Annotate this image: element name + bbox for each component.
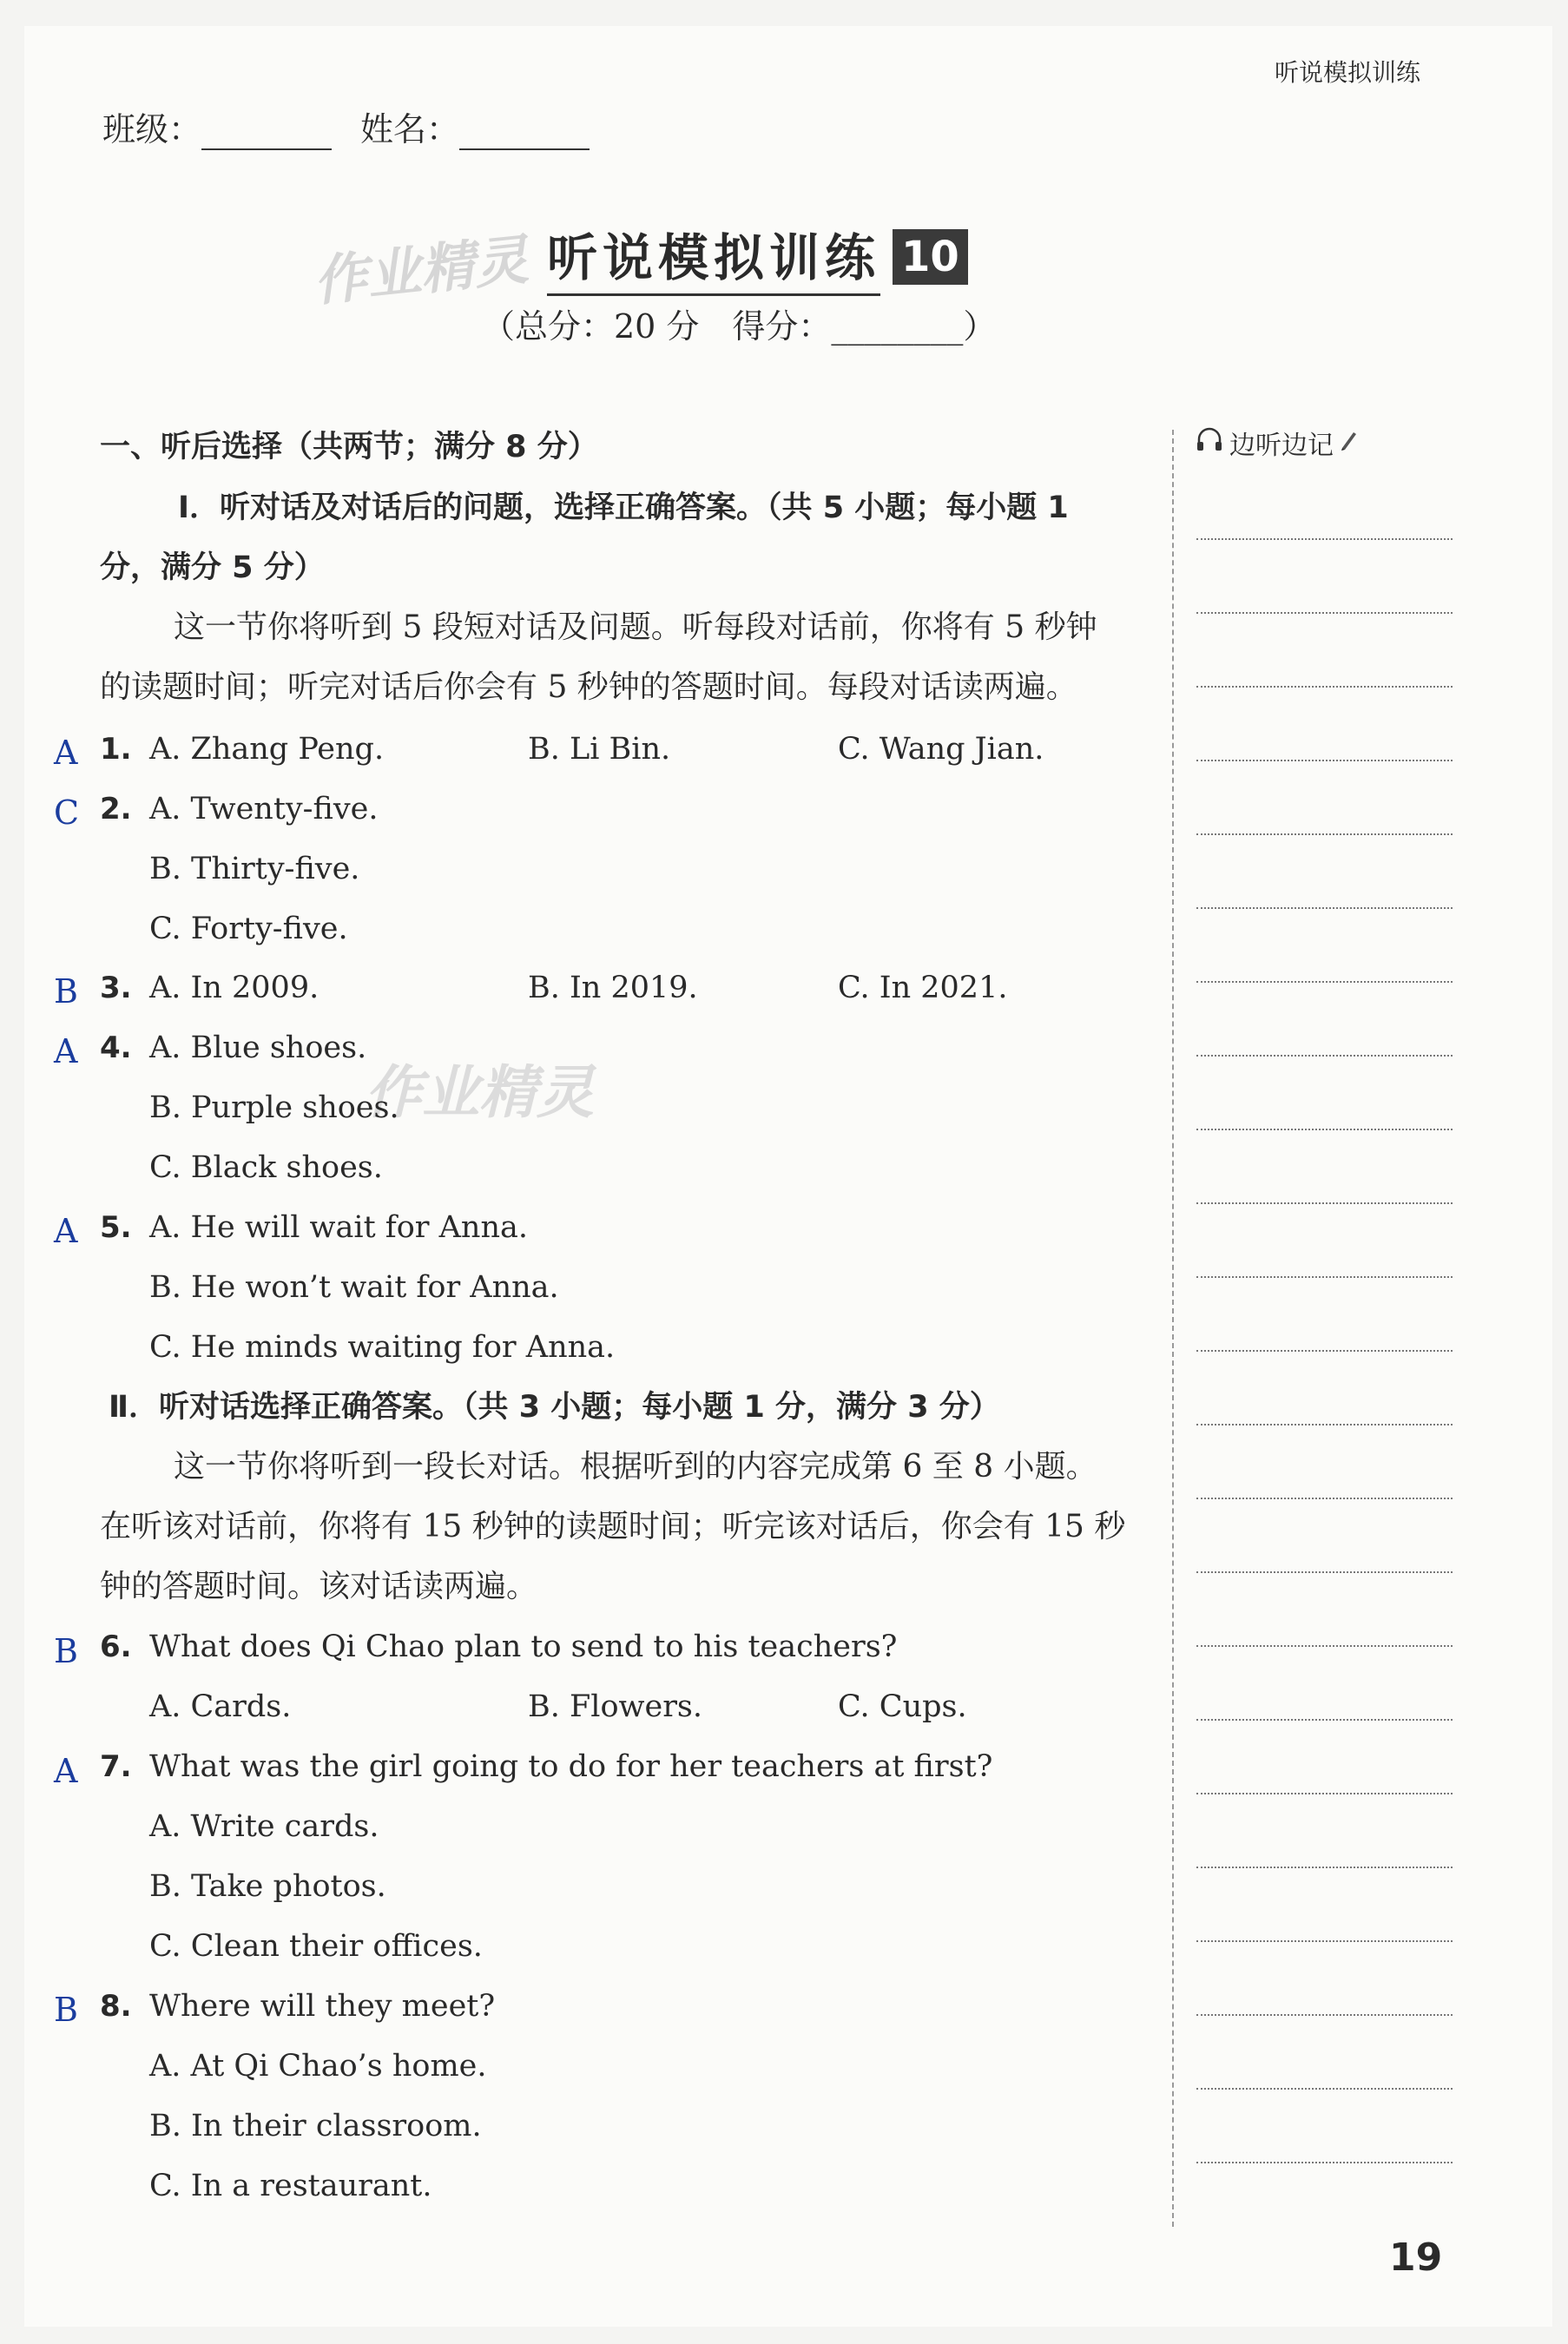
note-line[interactable] [1196, 833, 1453, 835]
option-b[interactable]: B. Take photos. [149, 1869, 386, 1904]
option-c[interactable]: C. He minds waiting for Anna. [149, 1330, 616, 1365]
note-line[interactable] [1196, 1571, 1453, 1573]
option-c[interactable]: C. Forty-five. [149, 912, 348, 946]
title-text: 听说模拟训练 [547, 217, 880, 296]
note-line[interactable] [1196, 2162, 1453, 2163]
option-c[interactable]: C. Clean their offices. [149, 1929, 483, 1964]
note-line[interactable] [1196, 1498, 1453, 1499]
name-input-line[interactable] [459, 117, 590, 150]
answer-mark: A [54, 1752, 78, 1790]
option-a[interactable]: A. Twenty-five. [149, 792, 379, 826]
notes-header [1195, 424, 1358, 462]
part1-heading: Ⅰ．听对话及对话后的问题，选择正确答案。（共 5 小题；每小题 1 [178, 491, 1069, 525]
note-line[interactable] [1196, 612, 1453, 614]
note-line[interactable] [1196, 1867, 1453, 1868]
answer-mark: B [54, 1632, 78, 1670]
option-a[interactable]: A. Cards. [149, 1689, 292, 1724]
option-a[interactable]: A. Zhang Peng. [149, 732, 385, 767]
notes-title: 边听边记 [1229, 431, 1334, 461]
option-b[interactable]: B. Flowers. [528, 1689, 703, 1724]
watermark-logo-center: 作业精灵 [365, 1059, 594, 1126]
question-number: 8. [100, 1989, 132, 2024]
option-c[interactable]: C. Cups. [838, 1689, 967, 1724]
answer-mark: B [54, 1991, 78, 2029]
question-stem: What was the girl going to do for her teachers at first? [149, 1749, 993, 1784]
answer-mark: B [54, 972, 78, 1011]
score-line: （总分：20 分 得分：________） [482, 307, 997, 346]
option-c[interactable]: C. In a restaurant. [149, 2169, 432, 2203]
note-line[interactable] [1196, 1793, 1453, 1794]
name-label: 姓名： [360, 110, 460, 148]
question-number: 1. [100, 732, 132, 767]
part1-instruction-cont: 的读题时间；听完对话后你会有 5 秒钟的答题时间。每段对话读两遍。 [100, 669, 1077, 705]
note-line[interactable] [1196, 1129, 1453, 1130]
option-c[interactable]: C. Black shoes. [149, 1150, 383, 1185]
answer-mark: A [54, 1032, 78, 1070]
option-a[interactable]: A. Write cards. [149, 1809, 379, 1844]
note-line[interactable] [1196, 686, 1453, 688]
question-stem: Where will they meet? [149, 1989, 496, 2024]
part2-instruction-cont: 在听该对话前，你将有 15 秒钟的读题时间；听完该对话后，你会有 15 秒 [100, 1509, 1126, 1544]
class-label: 班级： [102, 110, 202, 148]
note-line[interactable] [1196, 1276, 1453, 1278]
part1-instruction: 这一节你将听到 5 段短对话及问题。听每段对话前，你将有 5 秒钟 [174, 609, 1097, 645]
class-field [102, 102, 332, 150]
answer-mark: C [54, 793, 80, 832]
note-line[interactable] [1196, 1350, 1453, 1352]
part2-instruction-end: 钟的答题时间。该对话读两遍。 [100, 1569, 538, 1604]
section1-heading: 一、听后选择（共两节；满分 8 分） [100, 430, 598, 464]
part2-heading: Ⅱ．听对话选择正确答案。（共 3 小题；每小题 1 分，满分 3 分） [109, 1390, 1000, 1425]
question-number: 4. [100, 1030, 132, 1065]
note-line[interactable] [1196, 1424, 1453, 1425]
option-b[interactable]: B. In 2019. [528, 971, 698, 1005]
note-line[interactable] [1196, 1202, 1453, 1204]
option-b[interactable]: B. Thirty-five. [149, 852, 360, 886]
answer-mark: A [54, 734, 78, 772]
headphones-icon [1195, 425, 1224, 461]
part1-heading-cont: 分，满分 5 分） [100, 550, 325, 585]
option-a[interactable]: A. At Qi Chao’s home. [149, 2049, 487, 2084]
note-line[interactable] [1196, 538, 1453, 540]
question-stem: What does Qi Chao plan to send to his teachers? [149, 1630, 898, 1664]
header-section-tag: 听说模拟训练 [1275, 58, 1421, 87]
name-field [360, 102, 590, 150]
option-a[interactable]: A. In 2009. [149, 971, 320, 1005]
note-line[interactable] [1196, 2014, 1453, 2016]
page-number: 19 [1389, 2235, 1443, 2280]
question-number: 2. [100, 792, 132, 826]
option-c[interactable]: C. In 2021. [838, 971, 1008, 1005]
question-number: 3. [100, 971, 132, 1005]
note-line[interactable] [1196, 1719, 1453, 1721]
class-input-line[interactable] [201, 117, 332, 150]
option-a[interactable]: A. He will wait for Anna. [149, 1210, 528, 1245]
title-number-badge: 10 [893, 229, 968, 285]
question-number: 7. [100, 1749, 132, 1784]
note-line[interactable] [1196, 981, 1453, 983]
option-b[interactable]: B. In their classroom. [149, 2109, 482, 2143]
note-line[interactable] [1196, 1055, 1453, 1057]
part2-instruction: 这一节你将听到一段长对话。根据听到的内容完成第 6 至 8 小题。 [174, 1449, 1097, 1485]
note-line[interactable] [1196, 760, 1453, 761]
option-b[interactable]: B. He won’t wait for Anna. [149, 1270, 559, 1305]
option-b[interactable]: B. Li Bin. [528, 732, 671, 767]
answer-mark: A [54, 1212, 78, 1250]
option-c[interactable]: C. Wang Jian. [838, 732, 1044, 767]
watermark-logo: 作业精灵 [310, 227, 531, 313]
option-b[interactable]: B. Purple shoes. [149, 1090, 399, 1125]
note-line[interactable] [1196, 907, 1453, 909]
note-line[interactable] [1196, 2088, 1453, 2090]
question-number: 6. [100, 1630, 132, 1664]
note-line[interactable] [1196, 1645, 1453, 1647]
note-line[interactable] [1196, 1940, 1453, 1942]
page-title [547, 217, 968, 296]
pencil-icon [1339, 428, 1358, 458]
notes-divider [1172, 430, 1174, 2227]
option-a[interactable]: A. Blue shoes. [149, 1030, 367, 1065]
question-number: 5. [100, 1210, 132, 1245]
